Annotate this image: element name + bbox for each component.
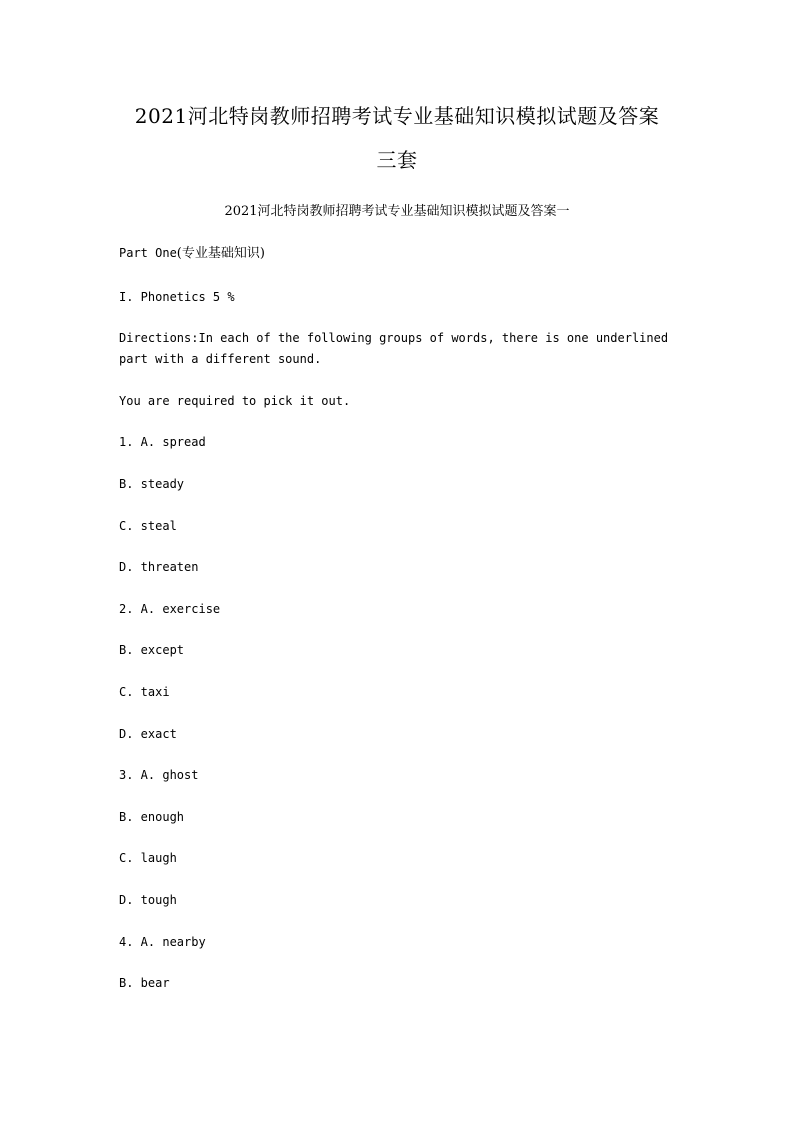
part-label: Part One — [119, 246, 177, 260]
list-item: 1. A. spread — [119, 435, 206, 449]
list-item: D. threaten — [119, 560, 199, 574]
document-title-line-1: 2021河北特岗教师招聘考试专业基础知识模拟试题及答案 — [134, 104, 660, 128]
directions-line-3: You are required to pick it out. — [119, 394, 351, 408]
list-item: 2. A. exercise — [119, 602, 221, 616]
list-item: B. except — [119, 643, 185, 657]
list-item: C. steal — [119, 519, 177, 533]
list-item: B. enough — [119, 810, 185, 824]
directions-line-2: part with a different sound. — [119, 352, 322, 366]
list-item: D. exact — [119, 727, 177, 741]
part-label-cn: (专业基础知识) — [176, 246, 265, 261]
directions-line-1: Directions:In each of the following groups of words, there is one underlined — [119, 331, 669, 345]
list-item: B. bear — [119, 976, 170, 990]
list-item: C. taxi — [119, 685, 170, 699]
list-item: 4. A. nearby — [119, 935, 206, 949]
list-item: 3. A. ghost — [119, 768, 199, 782]
section-heading: I. Phonetics 5 % — [119, 290, 235, 304]
list-item: D. tough — [119, 893, 177, 907]
list-item: C. laugh — [119, 851, 177, 865]
section-subtitle: 2021河北特岗教师招聘考试专业基础知识模拟试题及答案一 — [224, 204, 570, 219]
part-heading — [119, 245, 265, 262]
document-title-line-2: 三套 — [376, 148, 418, 172]
list-item: B. steady — [119, 477, 185, 491]
